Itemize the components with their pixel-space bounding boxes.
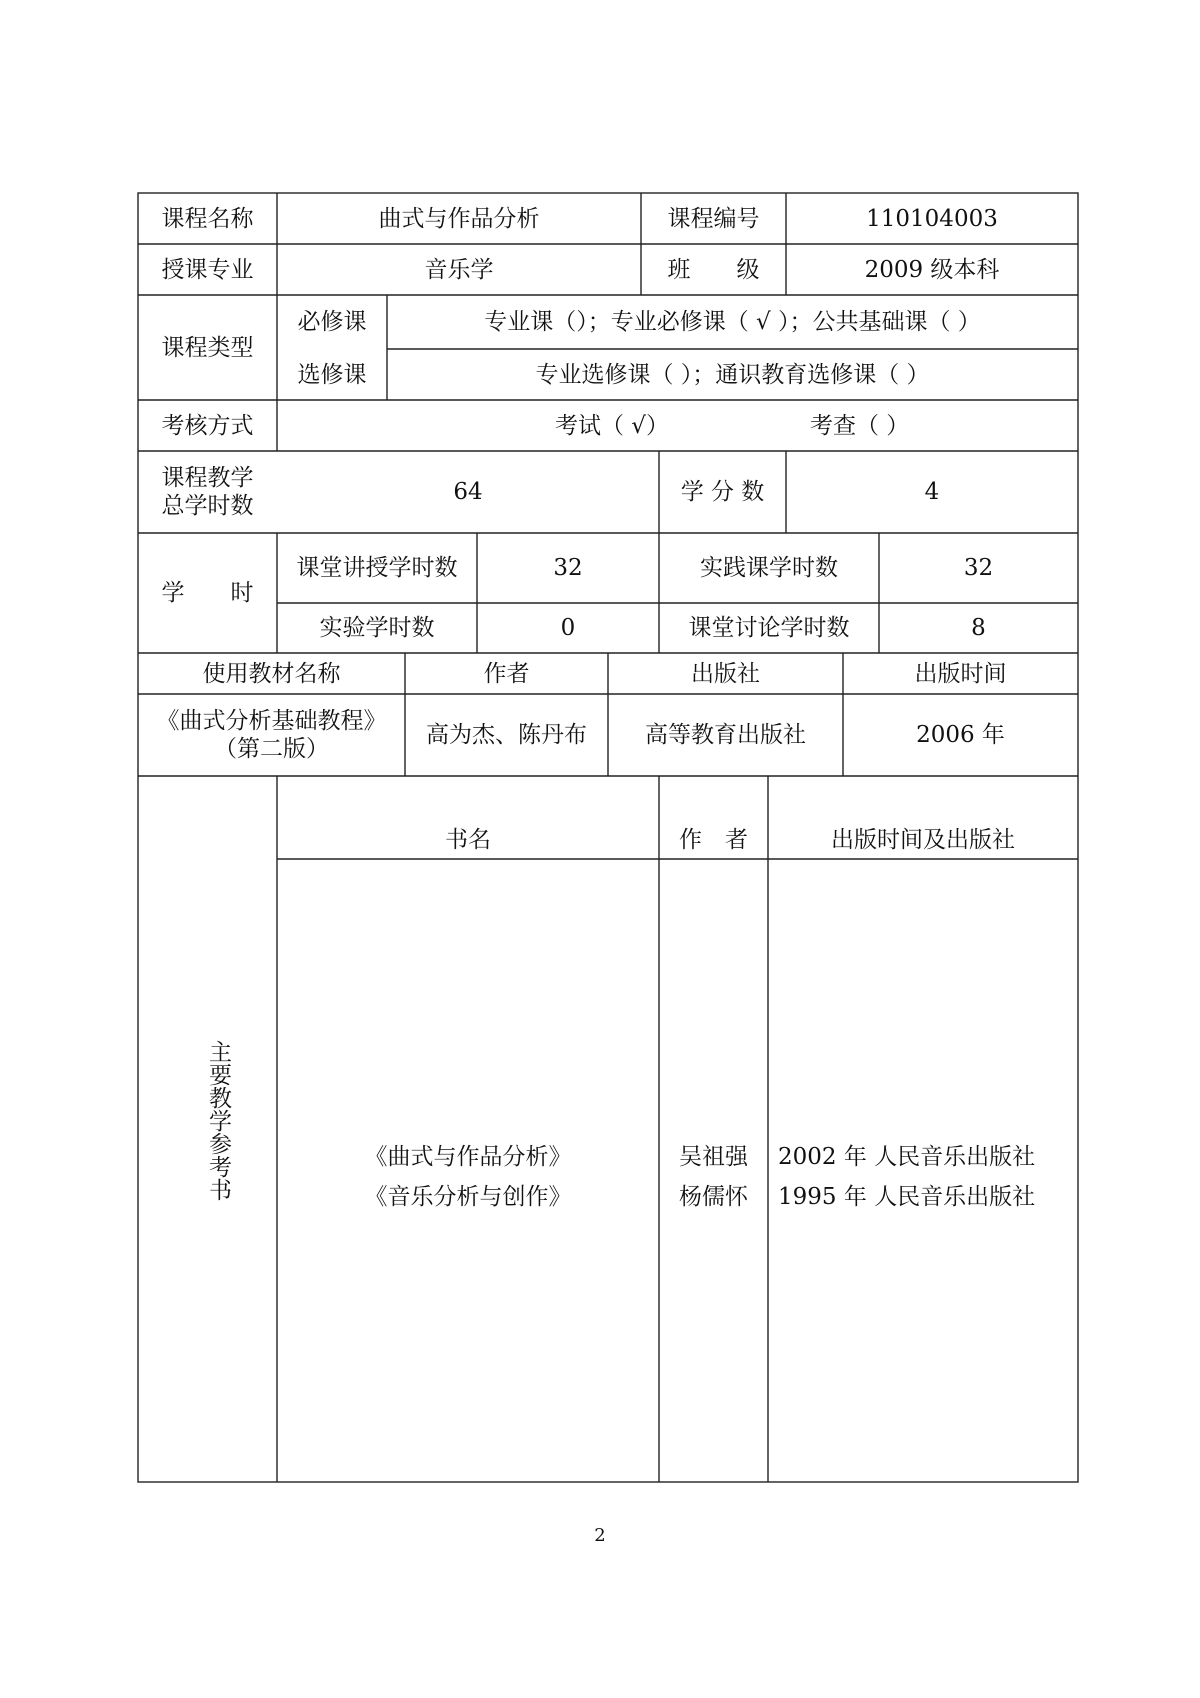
reference-book-publication: 2002 年 人民音乐出版社 [778,1144,1036,1170]
practice-hours-label: 实践课学时数 [700,555,838,581]
assessment-exam: 考试（ √） [555,412,669,439]
major-value: 音乐学 [424,256,494,283]
course-code-value: 110104003 [866,205,998,232]
hours-section-label: 学 时 [161,580,254,606]
lecture-hours-value: 32 [553,555,583,581]
credit-label: 学 分 数 [680,479,765,505]
reference-book-publication: 1995 年 人民音乐出版社 [778,1184,1036,1210]
course-name-label: 课程名称 [161,205,254,232]
course-code-label: 课程编号 [667,205,760,232]
reference-book-author: 吴祖强 [679,1144,748,1170]
practice-hours-value: 32 [963,555,994,581]
page-number: 2 [594,1525,606,1546]
lecture-hours-label: 课堂讲授学时数 [296,555,458,581]
class-value: 2009 级本科 [864,256,1000,283]
references-header-title: 书名 [445,826,491,853]
lab-hours-value: 0 [560,615,576,641]
references-header-author: 作 者 [679,826,748,853]
textbook-header-date: 出版时间 [914,660,1007,687]
assessment-check: 考查（ ） [810,412,910,439]
discussion-hours-label: 课堂讨论学时数 [688,615,850,641]
reference-book-title: 《曲式与作品分析》 [364,1144,572,1170]
elective-value: 专业选修课（ ）；通识教育选修课（ ） [535,361,930,388]
assessment-label: 考核方式 [161,412,254,439]
textbook-title-line2: （第二版） [214,736,329,762]
references-header-publication: 出版时间及出版社 [831,826,1015,853]
textbook-publisher: 高等教育出版社 [645,722,806,748]
required-label: 必修课 [297,309,367,335]
total-hours-value: 64 [453,479,483,505]
discussion-hours-value: 8 [971,615,986,641]
course-type-label: 课程类型 [161,334,254,361]
major-label: 授课专业 [161,256,254,283]
textbook-year: 2006 年 [916,722,1005,748]
total-hours-label-line1: 课程教学 [161,465,254,491]
textbook-title-line1: 《曲式分析基础教程》 [156,708,387,734]
textbook-header-author: 作者 [483,660,530,687]
textbook-author: 高为杰、陈丹布 [426,722,587,748]
total-hours-label [138,451,277,533]
textbook-header-publisher: 出版社 [691,660,760,687]
reference-book-title: 《音乐分析与创作》 [364,1184,572,1210]
course-name-value: 曲式与作品分析 [378,205,540,232]
total-hours-label-line2: 总学时数 [161,493,254,519]
textbook-title [138,694,405,776]
elective-label: 选修课 [297,361,367,388]
lab-hours-label: 实验学时数 [319,615,435,641]
required-value: 专业课（）；专业必修课（ √ ）；公共基础课（ ） [484,309,981,335]
reference-book-author: 杨儒怀 [679,1184,748,1210]
references-section-label: 主要教学参考书 [205,1040,231,1201]
class-label: 班 级 [667,256,760,283]
textbook-header-title: 使用教材名称 [202,660,341,687]
credit-value: 4 [924,479,940,505]
